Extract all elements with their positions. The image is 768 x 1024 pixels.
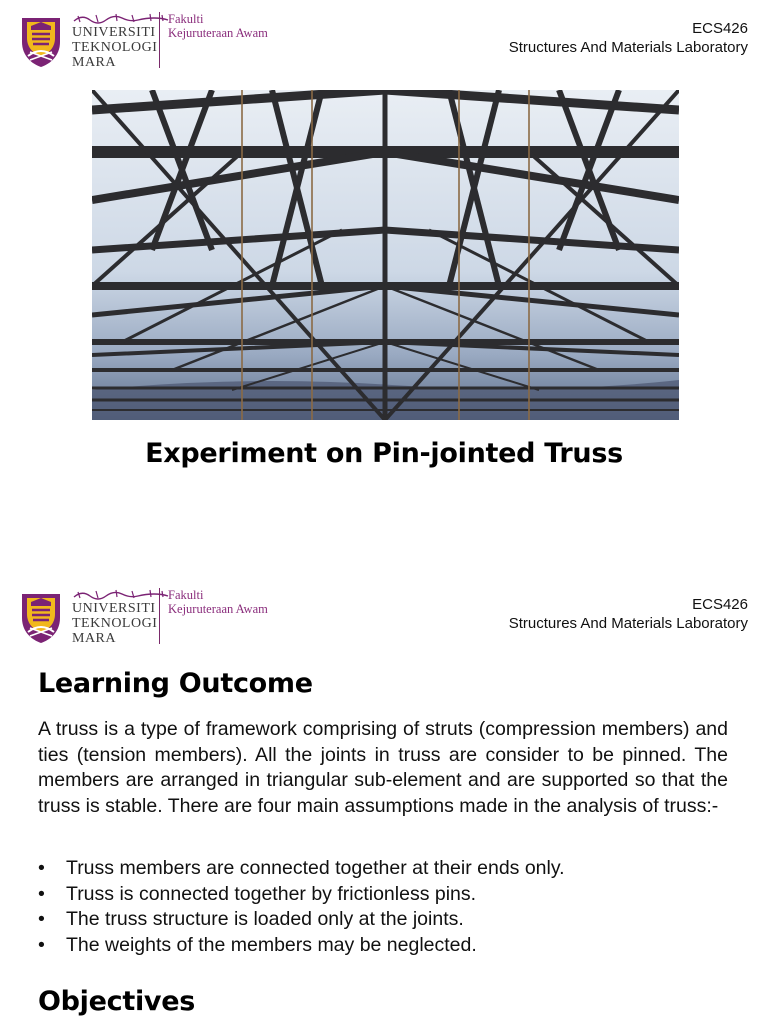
bullet-icon: • xyxy=(38,857,45,879)
course-info xyxy=(509,19,748,57)
university-name xyxy=(72,601,157,646)
objectives-heading: Objectives xyxy=(38,986,195,1017)
slide-header xyxy=(0,576,768,656)
jawi-script-logotype xyxy=(72,12,170,24)
logo-divider xyxy=(159,588,160,644)
truss-description-paragraph: A truss is a type of framework comprising of struts (compression members) and ties (tension members). All the joints in truss are consider to be pinned. The members are arranged in triangular sub-element and are supported so that the truss is stable. There are four main assumptions made in the analysis of truss:- xyxy=(38,718,728,817)
assumptions-list xyxy=(38,856,728,958)
list-item-text: Truss is connected together by frictionless pins. xyxy=(66,882,477,905)
list-item xyxy=(38,856,728,882)
bullet-icon: • xyxy=(38,882,45,905)
list-item-text: The truss structure is loaded only at the joints. xyxy=(66,908,464,930)
course-name: Structures And Materials Laboratory xyxy=(508,615,748,632)
list-item-text: The weights of the members may be neglected. xyxy=(66,933,477,956)
university-name-line-3: MARA xyxy=(72,55,117,70)
bullet-icon: • xyxy=(38,908,45,930)
uitm-logo xyxy=(18,588,318,648)
uitm-crest-icon xyxy=(18,588,64,644)
faculty-name xyxy=(168,588,268,616)
faculty-name xyxy=(168,12,268,40)
faculty-line-1: Fakulti xyxy=(168,12,204,26)
truss-photo xyxy=(92,90,679,420)
learning-outcome-heading: Learning Outcome xyxy=(38,668,313,699)
slide-header xyxy=(0,0,768,80)
uitm-crest-icon xyxy=(18,12,64,68)
faculty-line-2: Kejuruteraan Awam xyxy=(168,602,268,616)
slide-title: Experiment on Pin-jointed Truss xyxy=(145,438,623,469)
course-info xyxy=(509,595,748,633)
list-item-text: Truss members are connected together at their ends only. xyxy=(66,857,565,879)
university-name xyxy=(72,25,157,70)
university-name-line-3: MARA xyxy=(72,631,117,646)
logo-divider xyxy=(159,12,160,68)
university-name-line-1: UNIVERSITI xyxy=(72,601,156,616)
slide-learning-outcome xyxy=(0,576,768,1024)
uitm-logo xyxy=(18,12,318,72)
course-code: ECS426 xyxy=(692,596,748,613)
jawi-script-logotype xyxy=(72,588,170,600)
university-name-line-2: TEKNOLOGI xyxy=(72,616,158,631)
university-name-line-2: TEKNOLOGI xyxy=(72,40,158,55)
list-item xyxy=(38,882,728,908)
list-item xyxy=(38,933,728,959)
course-code: ECS426 xyxy=(692,20,748,37)
faculty-line-1: Fakulti xyxy=(168,588,204,602)
course-name: Structures And Materials Laboratory xyxy=(508,39,748,56)
list-item xyxy=(38,907,728,933)
bullet-icon: • xyxy=(38,933,45,956)
faculty-line-2: Kejuruteraan Awam xyxy=(168,26,268,40)
university-name-line-1: UNIVERSITI xyxy=(72,25,156,40)
